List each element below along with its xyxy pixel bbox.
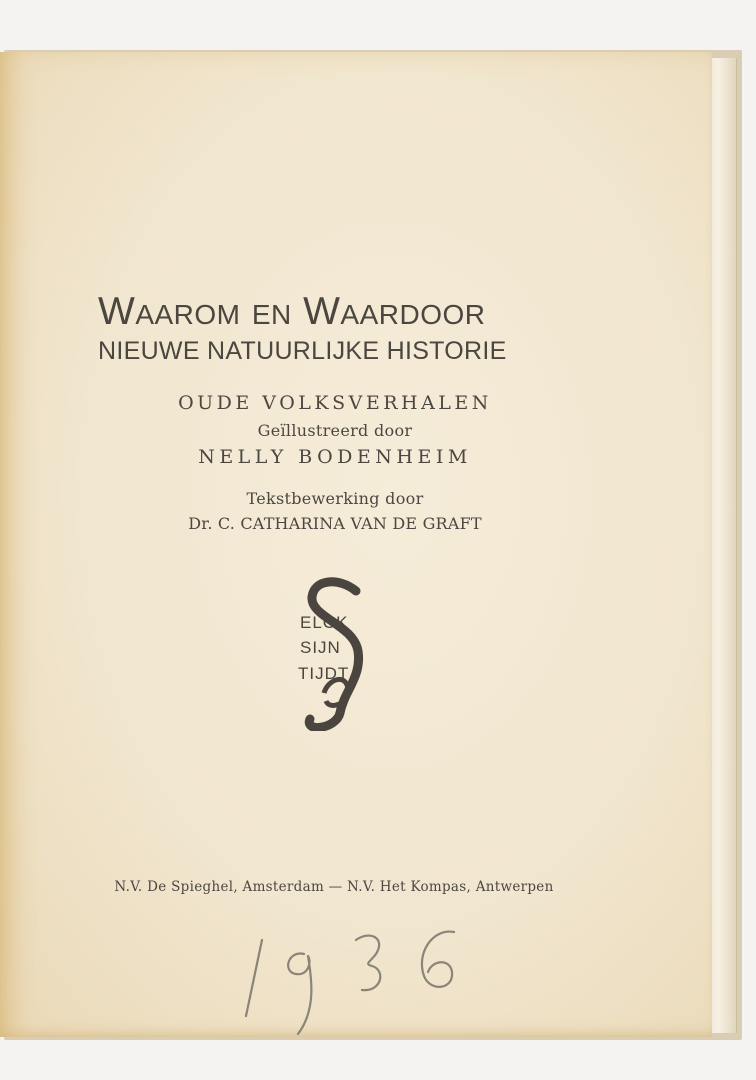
title-w2: W bbox=[303, 290, 341, 333]
emblem-motto-3: TIJDT bbox=[298, 664, 350, 683]
text-adaptation-label: Tekstbewerking door bbox=[246, 489, 424, 508]
book-subtitle: NIEUWE NATUURLIJKE HISTORIE bbox=[98, 337, 507, 365]
title-w1: W bbox=[98, 290, 136, 333]
publisher-line: N.V. De Spieghel, Amsterdam — N.V. Het Kompas, Antwerpen bbox=[114, 879, 554, 895]
series-name: OUDE VOLKSVERHALEN bbox=[178, 392, 492, 414]
illustrated-by-label: Geïllustreerd door bbox=[257, 421, 413, 440]
handwritten-year bbox=[232, 910, 472, 1040]
title-page bbox=[0, 52, 712, 1037]
emblem-motto-1: ELCK bbox=[300, 613, 349, 632]
book-title bbox=[98, 290, 578, 334]
publisher-emblem-icon bbox=[284, 573, 394, 731]
emblem-motto-2: SIJN bbox=[300, 638, 341, 657]
editor-name: Dr. C. CATHARINA VAN DE GRAFT bbox=[188, 514, 482, 533]
title-page-content bbox=[0, 52, 712, 1037]
title-word1-rest: AAROM bbox=[135, 299, 241, 330]
title-word2-rest: AARDOOR bbox=[340, 299, 486, 330]
illustrator-name: NELLY BODENHEIM bbox=[198, 446, 472, 468]
title-en: EN bbox=[251, 299, 292, 330]
